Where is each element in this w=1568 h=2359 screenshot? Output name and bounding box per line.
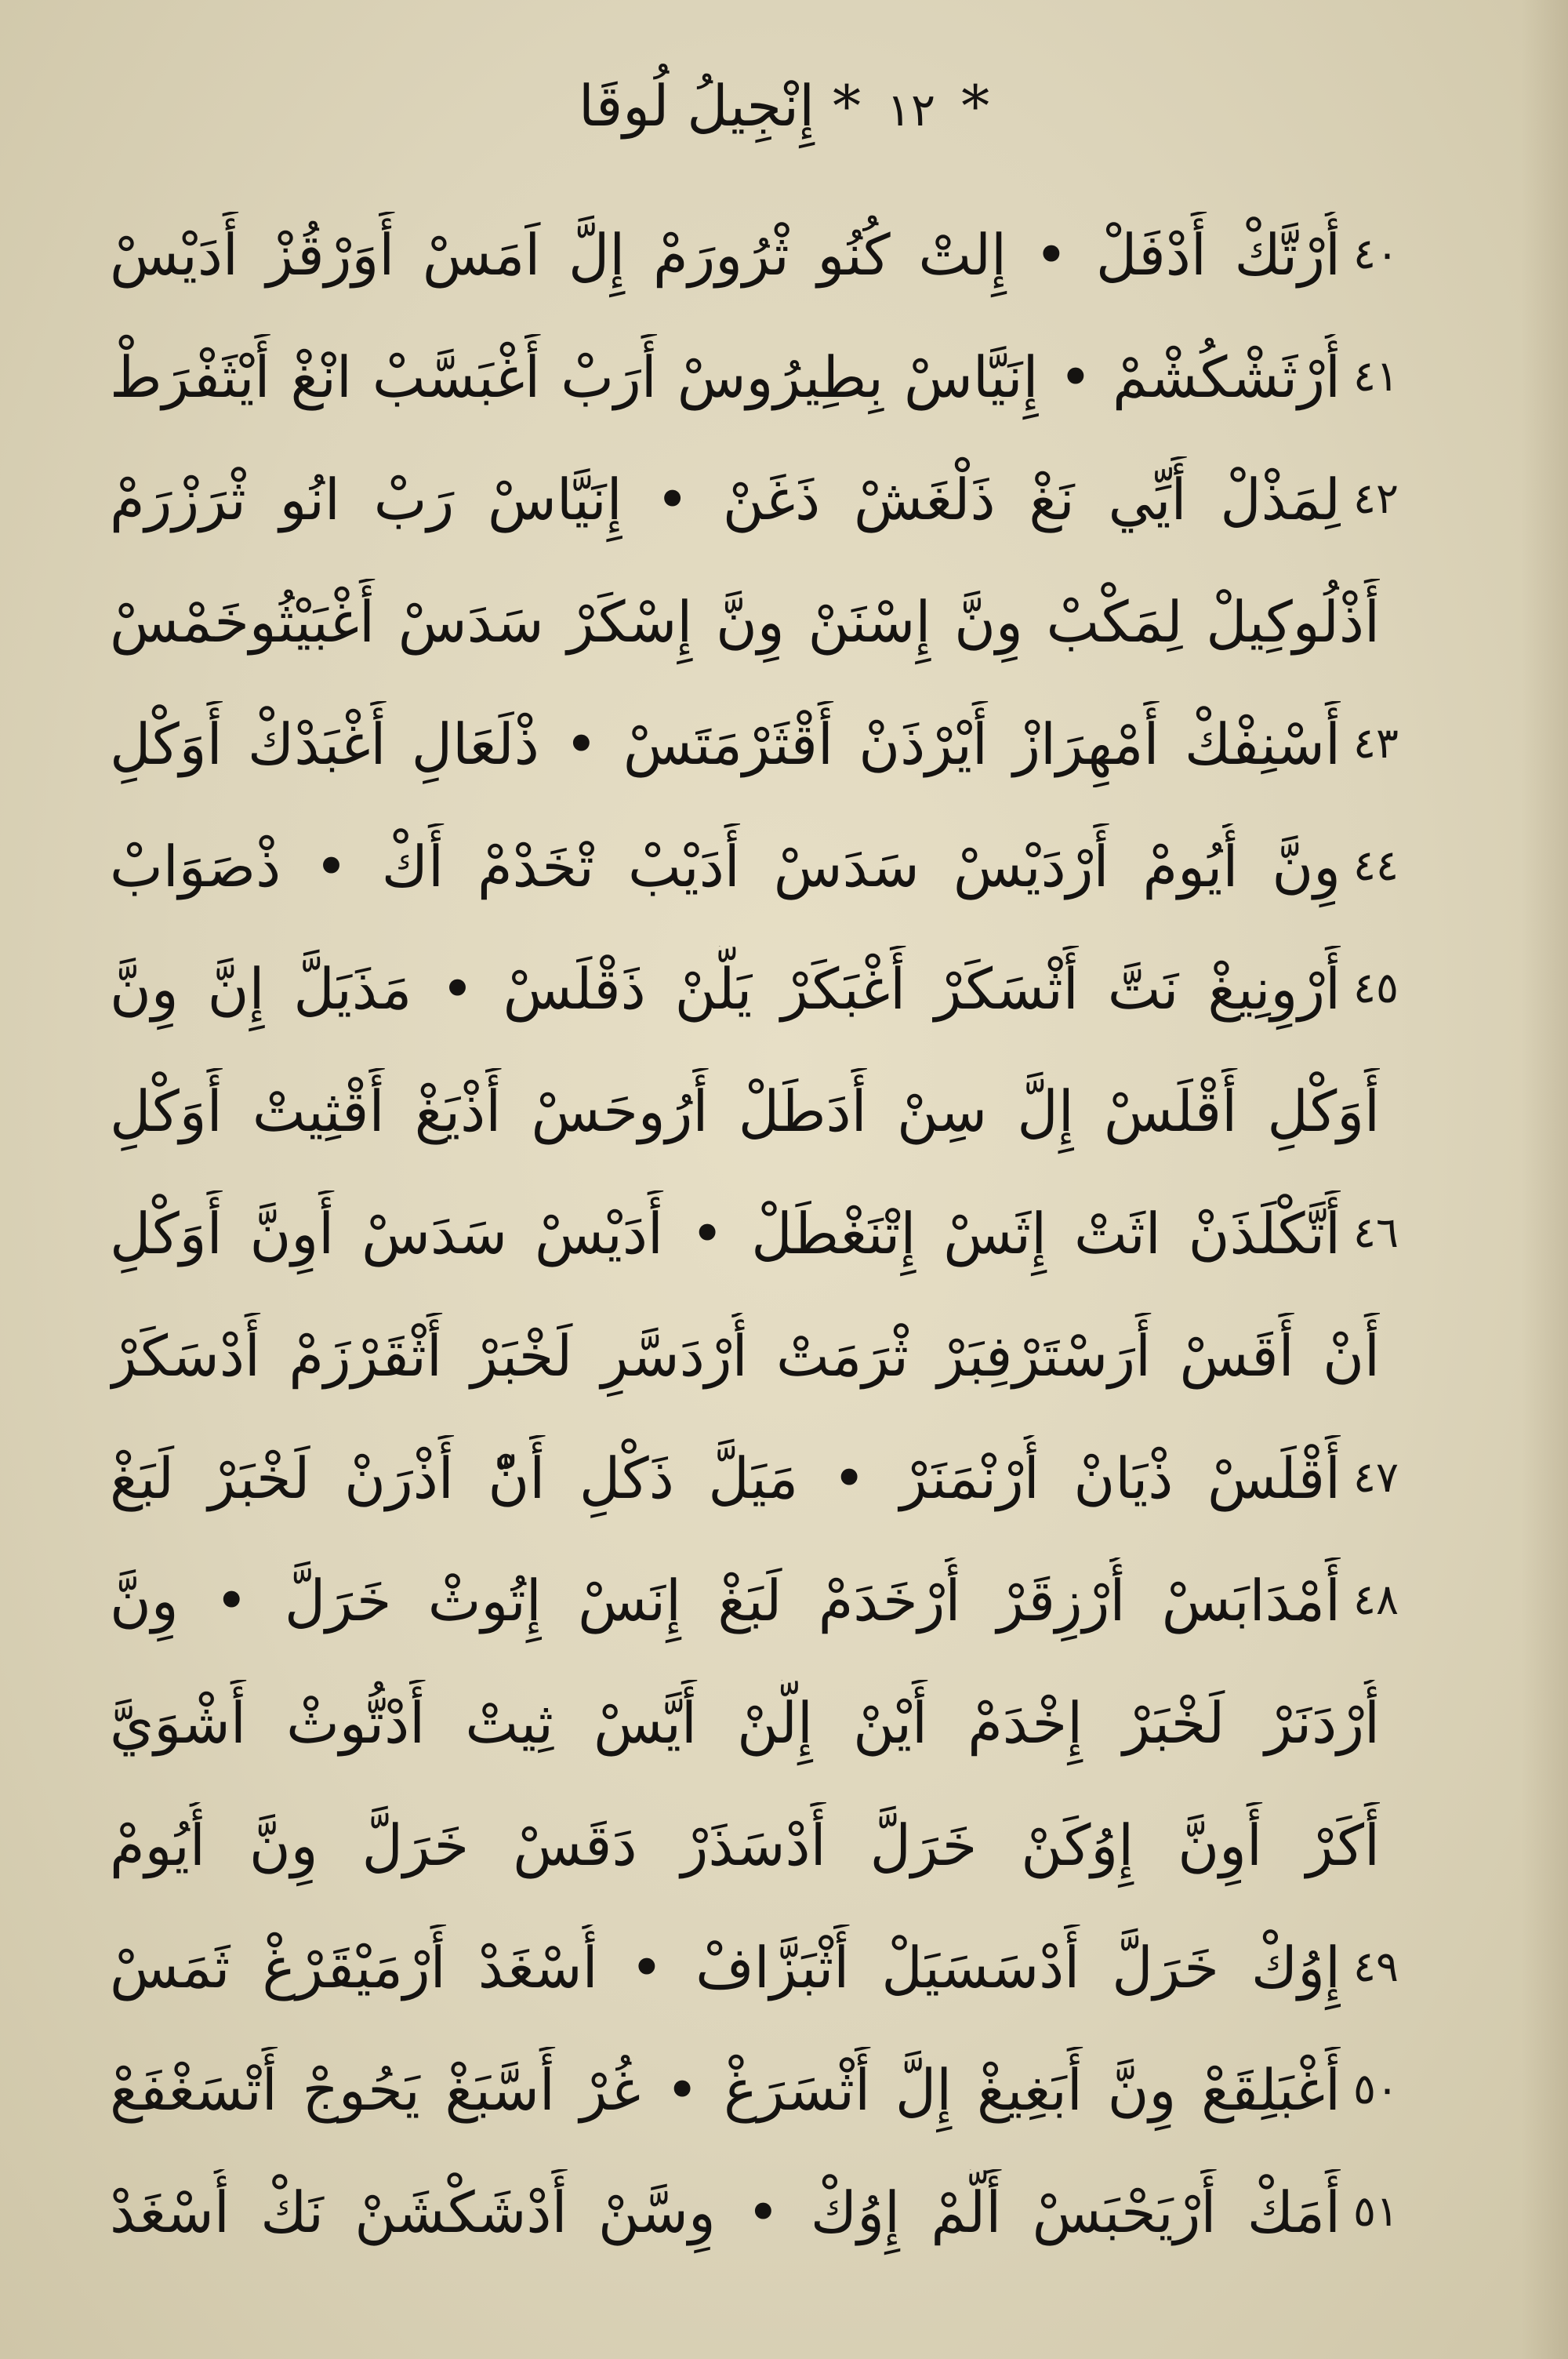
- verse-number: ٤٩: [1352, 1942, 1399, 1991]
- text-line: [110, 563, 1411, 685]
- header-star-middle: *: [832, 73, 861, 139]
- text-line: [110, 1419, 1411, 1542]
- line-text: أَقْلَسْ ذْيَانْ أُرْنْمَنَرْ • مَيَلَّ ذَكْلِ أَنّْ أَذْرَنْ لَخْبَرْ لَبَغْ: [110, 1445, 1341, 1511]
- text-line: [110, 196, 1411, 318]
- text-line: [110, 1542, 1411, 1664]
- line-text: أَرْوِنِيغْ نَتَّ أَثْسَكَرْ أَغْبَكَرْ يَلَّنْ ذَقْلَسْ • مَذَيَلَّ إِنَّ وِنَّ: [110, 956, 1341, 1022]
- text-block: [110, 196, 1411, 2276]
- text-line: [110, 1787, 1411, 1909]
- verse-number: ٤٧: [1352, 1452, 1399, 1502]
- line-text: أُرْدَنَرْ لَخْبَرْ إِخْدَمْ أَيْنْ إِلَّنْ أَيَّسْ ثِيتْ أَدْتُّوثْ أَشْوَيَّ: [110, 1690, 1380, 1756]
- verse-number: ٤٣: [1352, 718, 1399, 768]
- verse-number: ٥٠: [1352, 2064, 1399, 2114]
- verse-number: ٤٥: [1352, 963, 1399, 1012]
- line-text: أَمَكْ أَرْيَحْبَسْ أَلَّمْ إِوُكْ • وِسَّنْ أَدْشَكْشَنْ نَكْ أُسْغَدْ: [110, 2179, 1341, 2245]
- verse-number: ٤٨: [1352, 1575, 1399, 1624]
- line-text: أَنْ أَقَسْ أَرَسْتَرْفِبَرْ ثْرَمَتْ أُرْدَسَّرِ لَخْبَرْ أَثْقَرْزَمْ أَدْسَكَرْ: [110, 1323, 1380, 1389]
- text-line: [110, 1175, 1411, 1297]
- line-text: أُرْثَشْكُشْمْ • إِنَيَّاسْ بِطِيرُوسْ أَرَبْ أَغْبَسَّبْ انْغْ أَيْثَفْرَطْ: [110, 344, 1341, 410]
- verse-number: ٤٤: [1352, 841, 1399, 890]
- text-line: [110, 1052, 1411, 1175]
- text-line: [110, 441, 1411, 563]
- text-line: [110, 1909, 1411, 2031]
- line-text: أَتَّكْلَذَنْ اثَتْ إِثَسْ إِتْنَغْطَلْ • أَدَيْسْ سَدَسْ أَوِنَّ أَوَكْلِ: [110, 1201, 1341, 1267]
- verse-number: ٤١: [1352, 351, 1399, 401]
- line-text: لِمَذْلْ أَيِّي نَغْ ذَلْغَشْ ذَغَنْ • إِنَيَّاسْ رَبْ انُو ثْرَزْرَمْ: [110, 467, 1341, 533]
- text-line: [110, 1664, 1411, 1787]
- line-text: إِوُكْ خَرَلَّ أَدْسَسَيَلْ أَثْبَزَّافْ • أُسْغَدْ أَرْمَيْقَرْغْ ثَمَسْ: [110, 1935, 1341, 2001]
- header-star-right: *: [961, 73, 990, 139]
- text-line: [110, 930, 1411, 1052]
- text-line: [110, 2154, 1411, 2276]
- text-line: [110, 685, 1411, 808]
- verse-number: ٥١: [1352, 2186, 1399, 2236]
- text-line: [110, 2031, 1411, 2154]
- line-text: أَسْنِفْكْ أَمْهِرَازْ أَيْرْذَنْ أَقْثَرْمَتَسْ • ذْلَعَالِ أَغْبَدْكْ أَوَكْلِ: [110, 711, 1341, 777]
- book-title: إِنْجِيلُ لُوقَا: [578, 73, 815, 139]
- verse-number: ٤٢: [1352, 474, 1399, 523]
- verse-number: ٤٦: [1352, 1208, 1399, 1257]
- verse-number: ٤٠: [1352, 229, 1399, 278]
- running-header: [0, 63, 1568, 153]
- line-text: أُرْتَّكْ أَدْفَلْ • إِلتْ كُنُو ثْرُورَمْ إِلَّ اَمَسْ أَوَرْقُزْ أَدَيْسْ: [110, 222, 1341, 288]
- text-line: [110, 808, 1411, 930]
- line-text: وِنَّ أُيُومْ أَرْدَيْسْ سَدَسْ أَدَيْبْ تْخَدْمْ أَكْ • ذْصَوَابْ: [110, 834, 1341, 900]
- line-text: أَذْلُوكِيلْ لِمَكْبْ وِنَّ إِسْنَنْ وِنَّ إِسْكَرْ سَدَسْ أَغْبَيْثُوخَمْسْ: [110, 589, 1380, 655]
- line-text: أَمْدَابَسْ أُرْزِقَرْ أُرْخَدَمْ لَبَغْ إِنَسْ إِتُوثْ خَرَلَّ • وِنَّ: [110, 1568, 1341, 1634]
- line-text: أَكَرْ أَوِنَّ إِوُكَنْ خَرَلَّ أَدْسَذَرْ دَقَسْ خَرَلَّ وِنَّ أُيُومْ: [110, 1812, 1380, 1878]
- line-text: أَغْبَلِقَعْ وِنَّ أَبَغِيغْ إِلَّ أَثْسَرَغْ • غُرْ أَسَّبَغْ يَحُوجْ أَتْسَغْفَعْ: [110, 2057, 1341, 2123]
- text-line: [110, 1297, 1411, 1419]
- page-number: ١٢: [886, 83, 936, 136]
- line-text: أَوَكْلِ أَقْلَسْ إِلَّ سِنْ أَدَطَلْ أَرُوحَسْ أَذْيَغْ أَقْثِيتْ أَوَكْلِ: [110, 1078, 1380, 1144]
- text-line: [110, 318, 1411, 441]
